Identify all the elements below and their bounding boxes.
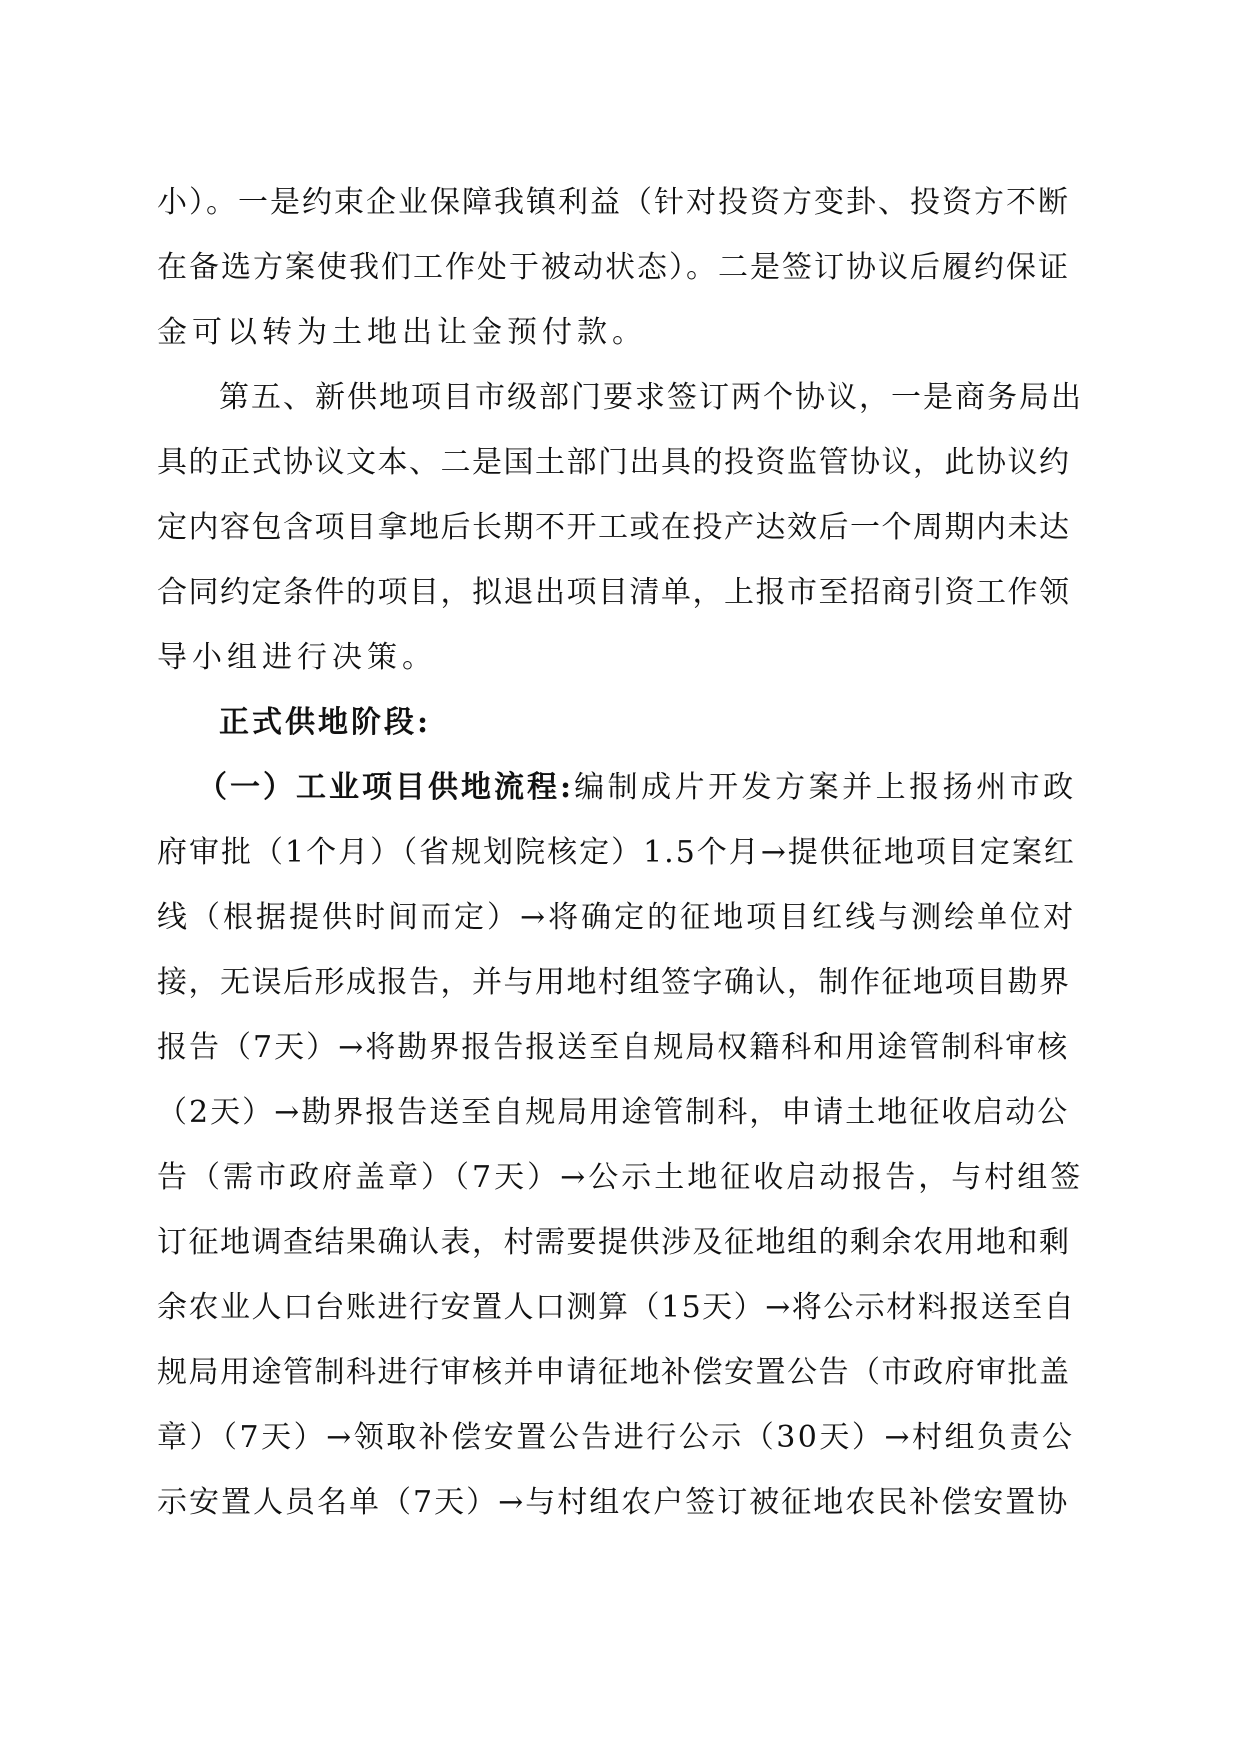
text-segment: 编制成片开发方案并上报扬州市政 xyxy=(574,770,1077,805)
section-heading: 正式供地阶段: xyxy=(219,705,432,740)
text-line: 小）。一是约束企业保障我镇利益（针对投资方变卦、投资方不断 xyxy=(157,185,1070,220)
text-line: 订征地调查结果确认表，村需要提供涉及征地组的剩余农用地和剩 xyxy=(157,1225,1071,1260)
text-line xyxy=(157,755,1082,820)
text-line: 金可以转为土地出让金预付款。 xyxy=(157,315,647,350)
text-line: 报告（7天）→将勘界报告报送至自规局权籍科和用途管制科审核 xyxy=(157,1030,1070,1065)
text-line: 定内容包含项目拿地后长期不开工或在投产达效后一个周期内未达 xyxy=(157,510,1071,545)
text-line: 具的正式协议文本、二是国土部门出具的投资监管协议，此协议约 xyxy=(157,445,1071,480)
document-page xyxy=(157,170,1082,1535)
text-line: 告（需市政府盖章）（7天）→公示土地征收启动报告，与村组签 xyxy=(157,1160,1084,1195)
text-line: 余农业人口台账进行安置人口测算（15天）→将公示材料报送至自 xyxy=(157,1290,1076,1325)
text-line: 合同约定条件的项目，拟退出项目清单，上报市至招商引资工作领 xyxy=(157,575,1071,610)
text-line: 章）（7天）→领取补偿安置公告进行公示（30天）→村组负责公 xyxy=(157,1420,1075,1455)
subsection-heading: （一）工业项目供地流程: xyxy=(197,770,575,805)
text-line: 线（根据提供时间而定）→将确定的征地项目红线与测绘单位对 xyxy=(157,900,1077,935)
text-line: （2天）→勘界报告送至自规局用途管制科，申请土地征收启动公 xyxy=(157,1095,1070,1130)
text-line: 规局用途管制科进行审核并申请征地补偿安置公告（市政府审批盖 xyxy=(157,1355,1071,1390)
text-line: 府审批（1个月）（省规划院核定）1.5个月→提供征地项目定案红 xyxy=(157,835,1076,870)
text-line: 示安置人员名单（7天）→与村组农户签订被征地农民补偿安置协 xyxy=(157,1485,1070,1520)
text-line: 第五、新供地项目市级部门要求签订两个协议，一是商务局出 xyxy=(219,380,1083,415)
text-line: 在备选方案使我们工作处于被动状态）。二是签订协议后履约保证 xyxy=(157,250,1070,285)
text-line: 导小组进行决策。 xyxy=(157,640,437,675)
text-line: 接，无误后形成报告，并与用地村组签字确认，制作征地项目勘界 xyxy=(157,965,1071,1000)
